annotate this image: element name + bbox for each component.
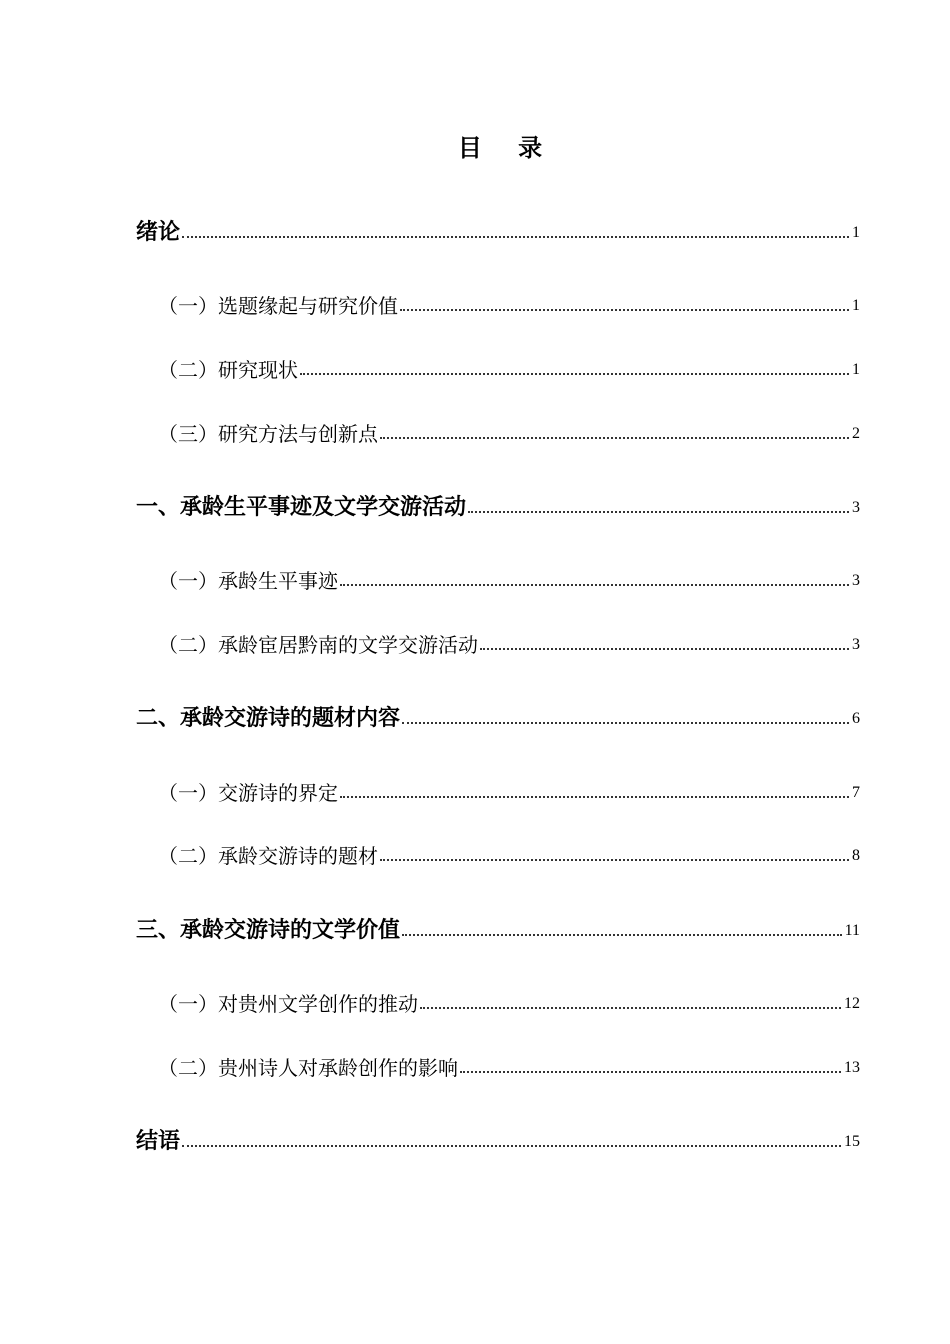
toc-entry-conclusion[interactable] [136, 1123, 860, 1155]
dot-leader [300, 373, 849, 375]
toc-page-number: 8 [852, 847, 860, 864]
toc-page-number: 3 [852, 572, 860, 589]
toc-entry-intro-3[interactable] [158, 415, 860, 447]
toc-entry-label: 二、承龄交游诗的题材内容 [136, 706, 401, 731]
toc-page-number: 2 [852, 425, 860, 442]
toc-entry-chapter-1[interactable] [136, 489, 860, 521]
toc-entry-chapter-1-2[interactable] [158, 626, 860, 658]
toc-page-number: 3 [852, 499, 860, 516]
dot-leader [402, 722, 849, 724]
toc-entry-label: （二）承龄宦居黔南的文学交游活动 [158, 633, 478, 657]
dot-leader [380, 437, 849, 439]
toc-page-number: 12 [844, 995, 860, 1012]
toc-entry-chapter-2-2[interactable] [158, 837, 860, 869]
toc-entry-label: 三、承龄交游诗的文学价值 [136, 918, 401, 943]
toc-entry-label: （二）贵州诗人对承龄创作的影响 [158, 1056, 458, 1080]
toc-page-number: 1 [852, 224, 860, 241]
toc-entry-label: （一）交游诗的界定 [158, 781, 338, 805]
dot-leader [340, 584, 849, 586]
toc-page-number: 3 [852, 636, 860, 653]
dot-leader [460, 1071, 841, 1073]
dot-leader [480, 648, 849, 650]
toc-entry-chapter-2-1[interactable] [158, 774, 860, 806]
toc-entry-chapter-3-2[interactable] [158, 1049, 860, 1081]
toc-entry-label: 绪论 [136, 220, 181, 245]
toc-page-number: 13 [844, 1059, 860, 1076]
toc-page-number: 1 [852, 361, 860, 378]
toc-entry-label: （三）研究方法与创新点 [158, 422, 378, 446]
dot-leader [400, 309, 849, 311]
toc-entry-label: 一、承龄生平事迹及文学交游活动 [136, 495, 467, 520]
toc-title: 目 录 [457, 134, 557, 162]
toc-entry-intro-1[interactable] [158, 287, 860, 319]
toc-entry-label: （一）选题缘起与研究价值 [158, 294, 398, 318]
dot-leader [182, 1145, 841, 1147]
toc-entry-chapter-2[interactable] [136, 700, 860, 732]
dot-leader [340, 796, 849, 798]
toc-entry-label: （二）承龄交游诗的题材 [158, 844, 378, 868]
toc-entry-introduction[interactable] [136, 214, 860, 246]
toc-entry-label: 结语 [136, 1129, 181, 1154]
dot-leader [420, 1007, 841, 1009]
toc-entry-chapter-1-1[interactable] [158, 562, 860, 594]
dot-leader [182, 236, 849, 238]
toc-page-number: 11 [844, 922, 860, 939]
toc-page-number: 6 [852, 710, 860, 727]
toc-entry-label: （一）承龄生平事迹 [158, 569, 338, 593]
toc-entry-chapter-3-1[interactable] [158, 985, 860, 1017]
toc-entry-intro-2[interactable] [158, 351, 860, 383]
dot-leader [380, 859, 849, 861]
toc-page-number: 15 [844, 1133, 860, 1150]
toc-entry-chapter-3[interactable] [136, 912, 860, 944]
toc-entry-label: （一）对贵州文学创作的推动 [158, 992, 418, 1016]
toc-entry-label: （二）研究现状 [158, 358, 298, 382]
dot-leader [468, 511, 849, 513]
toc-page-number: 1 [852, 297, 860, 314]
toc-page-number: 7 [852, 784, 860, 801]
dot-leader [402, 934, 842, 936]
